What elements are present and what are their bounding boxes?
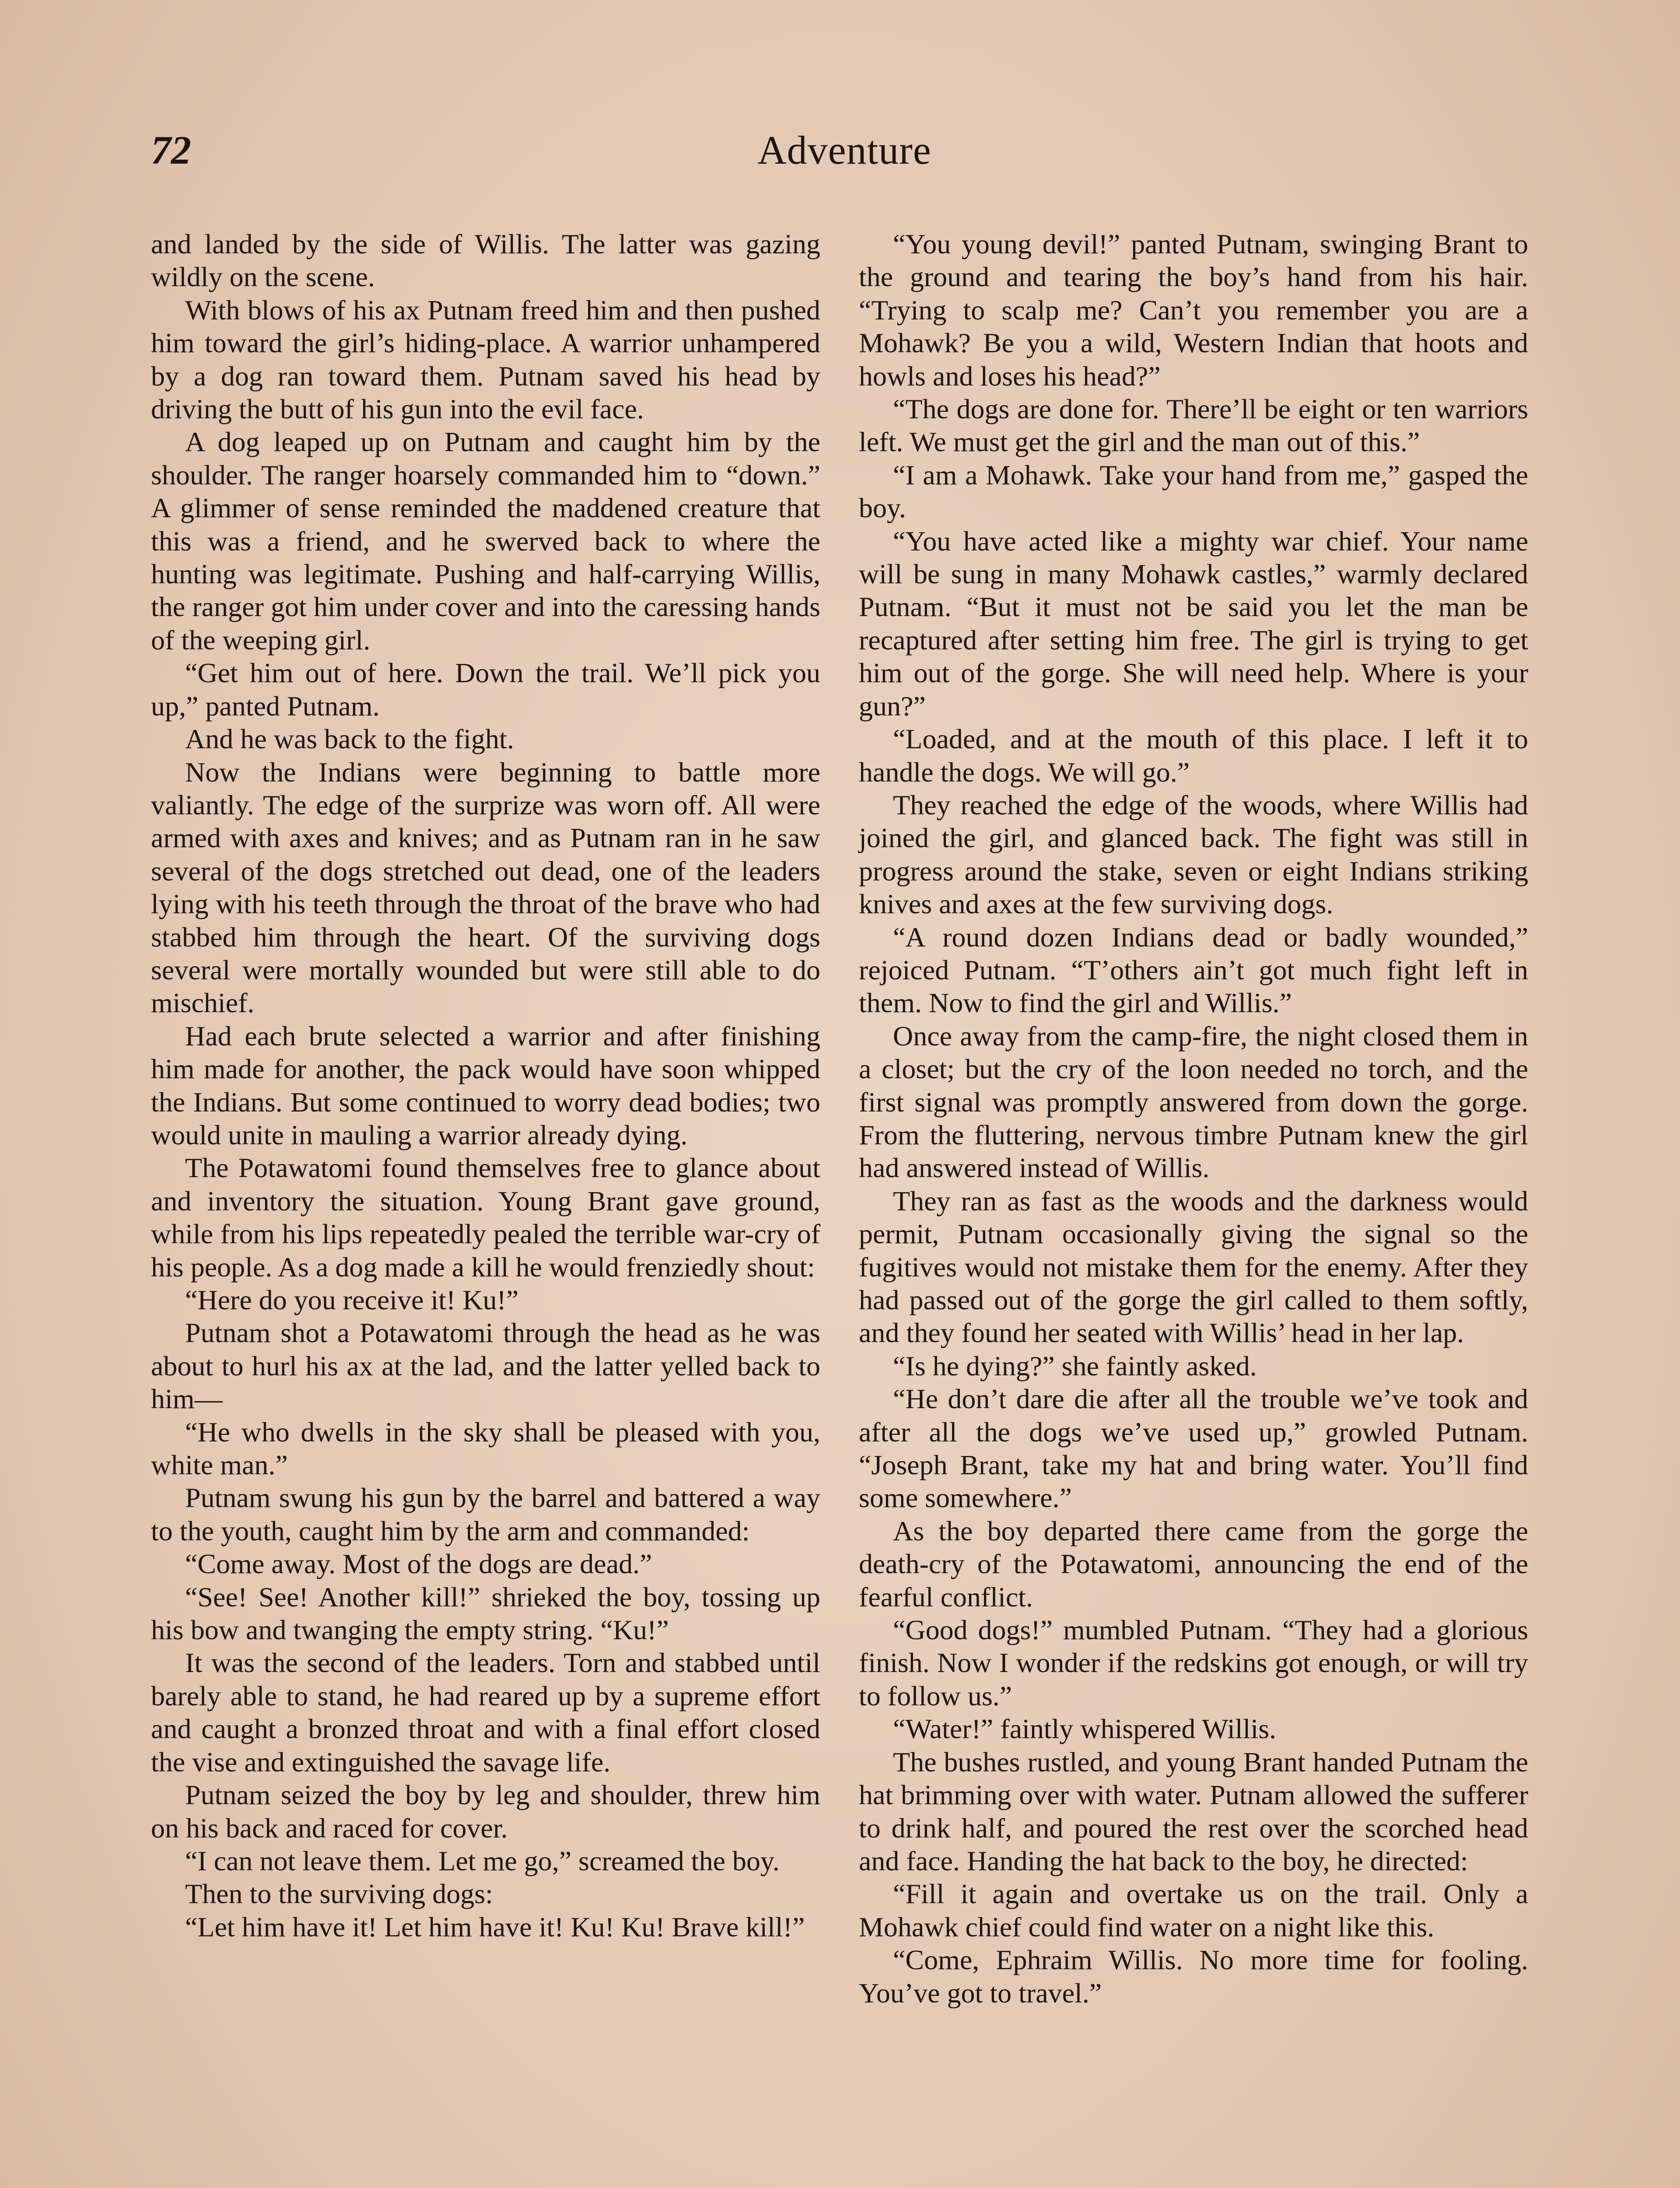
paragraph: “Loaded, and at the mouth of this place. I left it to handle the dogs. We will go.” [859,723,1528,788]
paragraph: “I can not leave them. Let me go,” screamed the boy. [185,1845,780,1876]
paragraph: And he was back to the fight. [185,723,514,755]
paragraph: Once away from the camp-fire, the night closed them in a closet; but the cry of the loon needed no torch, and the first signal was promptly answered from down the gorge. From the fluttering, nervous timbre Putnam knew the girl had answered instead of Willis. [859,1020,1528,1184]
paragraph: The Potawatomi found themselves free to glance about and inventory the situation. Young Brant gave ground, while from his lips repeatedly pealed the terrible war-cry of his people. As a dog made a kill he would frenziedly shout: [151,1152,820,1283]
paragraph: Had each brute selected a warrior and after finishing him made for another, the pack would have soon whipped the Indians. But some continued to worry dead bodies; two would unite in mauling a warrior already dying. [151,1020,820,1150]
paragraph: “He who dwells in the sky shall be pleased with you, white man.” [151,1416,820,1481]
page-header [151,127,1538,184]
paragraph: “Come away. Most of the dogs are dead.” [185,1548,652,1580]
paragraph: “Good dogs!” mumbled Putnam. “They had a glorious finish. Now I wonder if the redskins got enough, or will try to follow us.” [859,1614,1528,1711]
paragraph: “You have acted like a mighty war chief. Your name will be sung in many Mohawk castles,” warmly declared Putnam. “But it must not be said you let the man be recaptured after setting him free. The girl is trying to get him out of the gorge. She will need help. Where is your gun?” [859,525,1528,722]
paragraph: As the boy departed there came from the gorge the death-cry of the Potawatomi, announcing the end of the fearful conflict. [859,1515,1528,1613]
paragraph: “See! See! Another kill!” shrieked the boy, tossing up his bow and twanging the empty string. “Ku!” [151,1581,820,1646]
page-number: 72 [151,128,191,172]
paragraph: They ran as fast as the woods and the darkness would permit, Putnam occasionally giving the signal so the fugitives would not mistake them for the enemy. After they had passed out of the gorge the girl called to them softly, and they found her seated with Willis’ head in her lap. [859,1185,1528,1349]
paragraph: A dog leaped up on Putnam and caught him by the shoulder. The ranger hoarsely commanded him to “down.” A glimmer of sense reminded the maddened creature that this was a friend, and he swerved back to where the hunting was legitimate. Pushing and half-carrying Willis, the ranger got him under cover and into the caressing hands of the weeping girl. [151,426,820,656]
paragraph: It was the second of the leaders. Torn and stabbed until barely able to stand, he had reared up by a supreme effort and caught a bronzed throat and with a final effort closed the vise and extinguished the savage life. [151,1647,820,1778]
running-title: Adventure [757,128,931,172]
paragraph: With blows of his ax Putnam freed him and then pushed him toward the girl’s hiding-place. A warrior unhampered by a dog ran toward them. Putnam saved his head by driving the butt of his gun into the evil face. [151,294,820,425]
paragraph: “He don’t dare die after all the trouble we’ve took and after all the dogs we’ve used up,” growled Putnam. “Joseph Brant, take my hat and bring water. You’ll find some somewhere.” [859,1383,1528,1514]
paragraph: “Is he dying?” she faintly asked. [893,1350,1257,1382]
paragraph: “Come, Ephraim Willis. No more time for fooling. You’ve got to travel.” [859,1944,1528,2009]
paragraph: Then to the surviving dogs: [185,1878,493,1910]
paragraph: “You young devil!” panted Putnam, swinging Brant to the ground and tearing the boy’s hand from his hair. “Trying to scalp me? Can’t you remember you are a Mohawk? Be you a wild, Western Indian that hoots and howls and loses his head?” [859,228,1528,392]
paragraph: Putnam seized the boy by leg and shoulder, threw him on his back and raced for cover. [151,1779,820,1844]
paragraph: “I am a Mohawk. Take your hand from me,” gasped the boy. [859,459,1528,524]
paragraph: Putnam shot a Potawatomi through the head as he was about to hurl his ax at the lad, and the latter yelled back to him— [151,1317,820,1415]
left-column [151,228,820,1943]
paragraph: Putnam swung his gun by the barrel and battered a way to the youth, caught him by the arm and commanded: [151,1482,820,1546]
paragraph: “Fill it again and overtake us on the trail. Only a Mohawk chief could find water on a night like this. [859,1878,1528,1943]
paragraph: The bushes rustled, and young Brant handed Putnam the hat brimming over with water. Putnam allowed the sufferer to drink half, and poured the rest over the scorched head and face. Handing the hat back to the boy, he directed: [859,1746,1528,1876]
paragraph: They reached the edge of the woods, where Willis had joined the girl, and glanced back. The fight was still in progress around the stake, seven or eight Indians striking knives and axes at the few surviving dogs. [859,789,1528,920]
paragraph: Now the Indians were beginning to battle more valiantly. The edge of the surprize was worn off. All were armed with axes and knives; and as Putnam ran in he saw several of the dogs stretched out dead, one of the leaders lying with his teeth through the throat of the brave who had stabbed him through the heart. Of the surviving dogs several were mortally wounded but were still able to do mischief. [151,756,820,1019]
paragraph: “A round dozen Indians dead or badly wounded,” rejoiced Putnam. “T’others ain’t got much fight left in them. Now to find the girl and Willis.” [859,921,1528,1019]
paragraph: “The dogs are done for. There’ll be eight or ten warriors left. We must get the girl and the man out of this.” [859,393,1528,458]
paragraph: and landed by the side of Willis. The latter was gazing wildly on the scene. [151,228,820,293]
paragraph: “Here do you receive it! Ku!” [185,1284,519,1315]
paragraph: “Get him out of here. Down the trail. We’ll pick you up,” panted Putnam. [151,657,820,722]
paragraph: “Water!” faintly whispered Willis. [893,1713,1277,1745]
right-column [859,228,1528,2009]
paragraph: “Let him have it! Let him have it! Ku! Ku! Brave kill!” [185,1911,805,1943]
